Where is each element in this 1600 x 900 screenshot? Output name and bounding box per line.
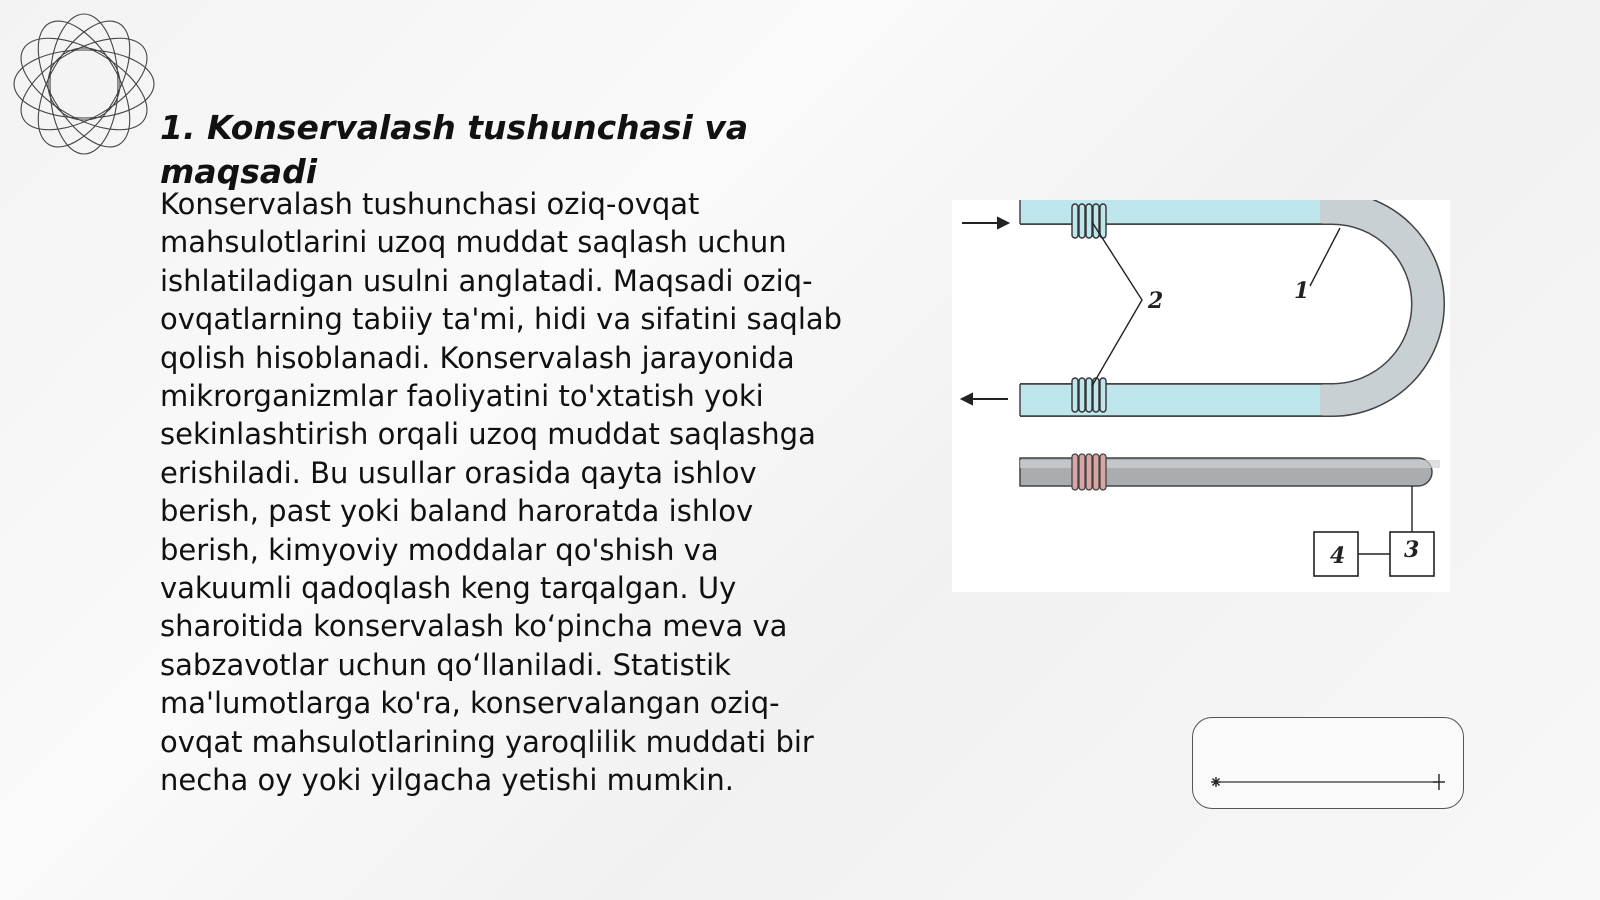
rounded-panel <box>1192 717 1464 809</box>
arrow-right-icon <box>962 218 1008 228</box>
coil-bottom <box>1072 378 1106 412</box>
label-coils: 2 <box>1148 288 1164 314</box>
label-tube: 1 <box>1294 278 1310 304</box>
spirograph-circle-icon <box>10 10 158 158</box>
slide-body-text: Konservalash tushunchasi oziq-ovqat mahsulotlarini uzoq muddat saqlash uchun ishlatiladigan usulni anglatadi. Maqsadi oziq-ovqatlarning tabiiy ta'mi, hidi va sifatini saqlab qolish hisoblanadi. Konservalash jarayonida mikrorganizmlar faoliyatini to'xtatish yoki sekinlashtirish orqali uzoq muddat saqlashga erishiladi. Bu usullar orasida qayta ishlov berish, past yoki baland haroratda ishlov berish, kimyoviy moddalar qo'shish va vakuumli qadoqlash keng tarqalgan. Uy sharoitida konservalash ko‘pincha meva va sabzavotlar uchun qo‘llaniladi. Statistik ma'lumotlarga ko'ra, konservalangan oziq-ovqat mahsulotlarining yaroqlilik muddati bir necha oy yoki yilgacha yetishi mumkin. <box>160 187 843 798</box>
heating-rod <box>1020 454 1440 490</box>
slide-title: 1. Konservalash tushunchasi va maqsadi <box>160 108 749 191</box>
arrow-left-icon <box>962 394 1008 404</box>
heater-diagram <box>952 200 1450 592</box>
label-box-3: 3 <box>1404 537 1420 563</box>
label-box-4: 4 <box>1330 543 1346 569</box>
coil-top <box>1072 204 1106 238</box>
cross-marker-icon <box>1433 774 1445 790</box>
